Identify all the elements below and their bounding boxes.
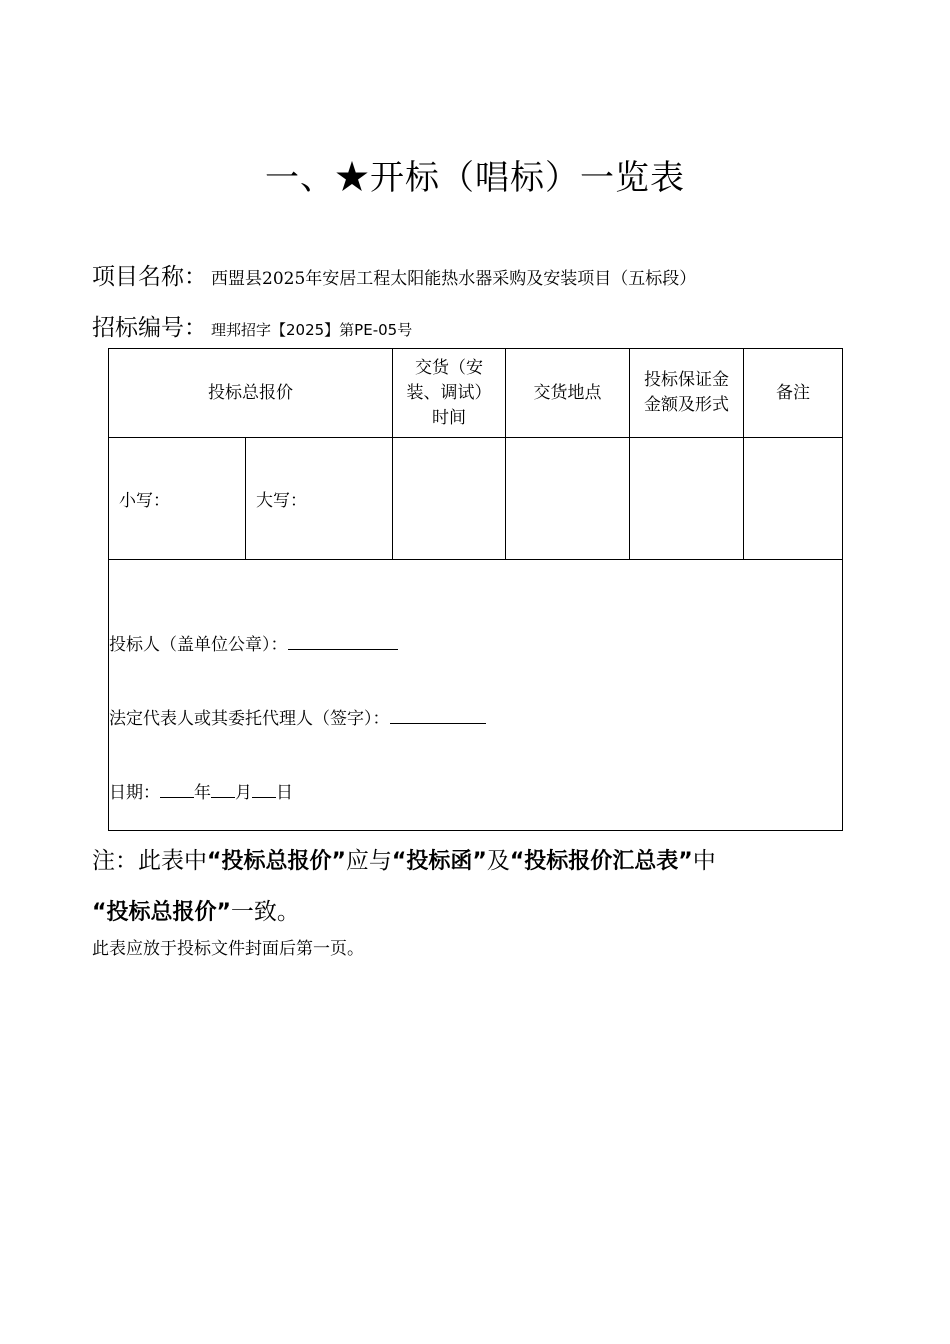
day-blank [252,779,276,798]
date-label: 日期： [109,783,160,803]
remarks-cell [744,438,843,560]
note-quote-total-price: “投标总报价” [207,849,346,874]
tender-number-line [92,309,412,342]
project-name-value: 西盟县2025年安居工程太阳能热水器采购及安装项目（五标段） [211,269,697,289]
header-delivery-time-line3: 时间 [432,407,466,428]
note-mid-1: 应与 [345,848,392,874]
date-line [109,779,842,805]
signature-cell [109,560,843,831]
month-label: 月 [235,783,252,803]
tender-number-label: 招标编号： [92,315,207,341]
note-line-1 [92,842,716,875]
bid-opening-table [108,348,843,831]
table-header-row [109,349,843,438]
tender-number-value: 理邦招字【2025】第PE-05号 [211,321,413,339]
note-quote-summary-table: “投标报价汇总表” [509,849,693,874]
bond-cell [630,438,744,560]
placement-note: 此表应放于投标文件封面后第一页。 [92,939,364,959]
header-bond [630,349,744,438]
legal-rep-signature-line [109,705,842,731]
note-line-2 [92,893,300,926]
project-name-label: 项目名称： [92,264,207,290]
note-quote-bid-letter: “投标函” [391,849,487,874]
year-label: 年 [194,783,211,803]
bidder-blank [288,631,398,650]
table-row [109,438,843,560]
bidder-signature-line [109,631,842,657]
note-suffix: 一致。 [230,899,300,925]
header-delivery-time-line2: 装、调试） [406,382,492,403]
delivery-time-cell [393,438,506,560]
header-delivery-time [393,349,506,438]
header-bond-line1: 投标保证金 [644,370,729,390]
price-uppercase-cell: 大写： [246,438,393,560]
month-blank [211,779,235,798]
note-prefix: 注：此表中 [92,848,207,874]
header-bond-line2: 金额及形式 [644,395,729,415]
project-name-line [92,258,696,291]
note-quote-total-price-2: “投标总报价” [92,900,231,925]
price-lowercase-cell: 小写： [109,438,246,560]
year-blank [160,779,194,798]
day-label: 日 [276,783,293,803]
header-remarks: 备注 [744,349,843,438]
legal-rep-label: 法定代表人或其委托代理人（签字）： [109,709,390,729]
delivery-place-cell [506,438,630,560]
signature-row [109,560,843,831]
header-total-price: 投标总报价 [109,349,393,438]
header-delivery-time-line1: 交货（安 [415,357,483,378]
legal-rep-blank [390,705,486,724]
note-mid-3: 中 [692,848,716,874]
bidder-label: 投标人（盖单位公章）： [109,635,288,655]
note-mid-2: 及 [486,848,510,874]
page-title: 一、★开标（唱标）一览表 [265,158,685,198]
header-delivery-place: 交货地点 [506,349,630,438]
